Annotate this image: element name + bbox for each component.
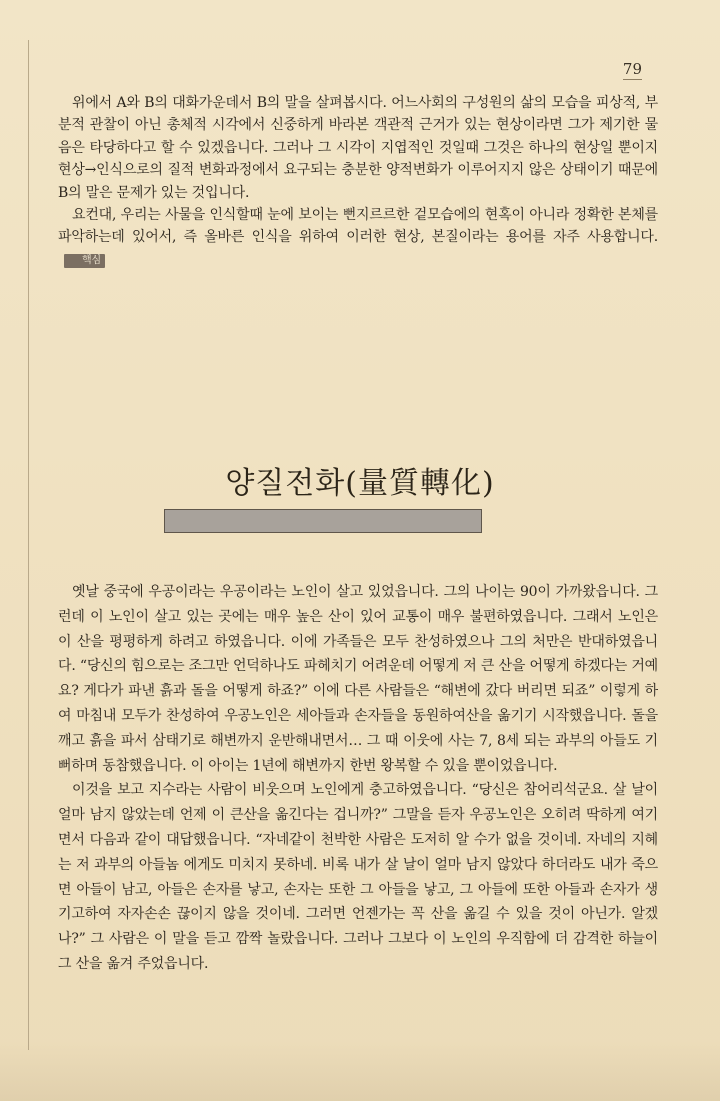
- paragraph: 위에서 A와 B의 대화가운데서 B의 말을 살펴봅시다. 어느사회의 구성원의 삶의 모습을 피상적, 부분적 관찰이 아닌 총체적 시각에서 신중하게 바라본 객관적 근거가 있는 현상이라면 그가 제기한 물음은 타당하다고 할 수 있겠읍니다. 그러나 그 시각이 지엽적인 것일때 그것은 하나의 현상일 뿐이지 현상→인식으로의 질적 변화과정에서 요구되는 충분한 양적변화가 이루어지지 않은 상태이기 때문에 B의 말은 문제가 있는 것입니다.: [58, 95, 658, 201]
- paragraph-text: 요컨대, 우리는 사물을 인식할때 눈에 보이는 뻔지르르한 겉모습에의 현혹이 아니라 정확한 본체를 파악하는데 있어서, 즉 올바른 인식을 위하여 이러한 현상, 본질이라는 용어를 자주 사용합니다.: [58, 207, 658, 246]
- intro-section: [58, 92, 658, 271]
- key-point-badge: 핵심: [64, 254, 105, 268]
- story-section: [58, 580, 658, 977]
- page-margin-line: [28, 40, 29, 1050]
- section-title: 양질전화(量質轉化): [225, 466, 495, 501]
- page-bottom-shade: [0, 1040, 720, 1101]
- paragraph: 옛날 중국에 우공이라는 우공이라는 노인이 살고 있었읍니다. 그의 나이는 90이 가까왔읍니다. 그런데 이 노인이 살고 있는 곳에는 매우 높은 산이 있어 교통이 매우 불편하였읍니다. 그래서 노인은 이 산을 평평하게 하려고 하였읍니다. 이에 가족들은 모두 찬성하였으나 그의 처만은 반대하였읍니다. “당신의 힘으로는 조그만 언덕하나도 파헤치기 어려운데 어떻게 저 큰 산을 어떻게 하겠다는 거예요? 게다가 파낸 흙과 돌을 어떻게 하죠?” 이에 다른 사람들은 “해변에 갔다 버리면 되죠” 이렇게 하여 마침내 모두가 찬성하여 우공노인은 세아들과 손자들을 동원하여산을 옮기기 시작했읍니다. 돌을 깨고 흙을 파서 삼태기로 해변까지 운반해내면서… 그 때 이웃에 사는 7, 8세 되는 과부의 아들도 기뻐하며 동참했읍니다. 이 아이는 1년에 해변까지 한번 왕복할 수 있을 뿐이었읍니다.: [58, 584, 658, 774]
- paragraph: [58, 204, 658, 271]
- title-underline-bar: [164, 509, 482, 533]
- paragraph: 이것을 보고 지수라는 사람이 비웃으며 노인에게 충고하였읍니다. “당신은 참어리석군요. 살 날이 얼마 남지 않았는데 언제 이 큰산을 옮긴다는 겁니까?” 그말을 듣자 우공노인은 오히려 딱하게 여기면서 다음과 같이 대답했읍니다. “자네같이 천박한 사람은 도저히 알 수가 없을 것이네. 자네의 지혜는 저 과부의 아들놈 에게도 미치지 못하네. 비록 내가 살 날이 얼마 남지 않았다 하더라도 내가 죽으면 아들이 남고, 아들은 손자를 낳고, 손자는 또한 그 아들을 낳고, 그 아들에 또한 아들과 손자가 생기고하여 자자손손 끊이지 않을 것이네. 그러면 언젠가는 꼭 산을 옮길 수 있을 것이 아닌가. 알겠나?” 그 사람은 이 말을 듣고 깜짝 놀랐읍니다. 그러나 그보다 이 노인의 우직함에 더 감격한 하늘이 그 산을 옮겨 주었읍니다.: [58, 782, 658, 972]
- page-number: 79: [622, 60, 642, 78]
